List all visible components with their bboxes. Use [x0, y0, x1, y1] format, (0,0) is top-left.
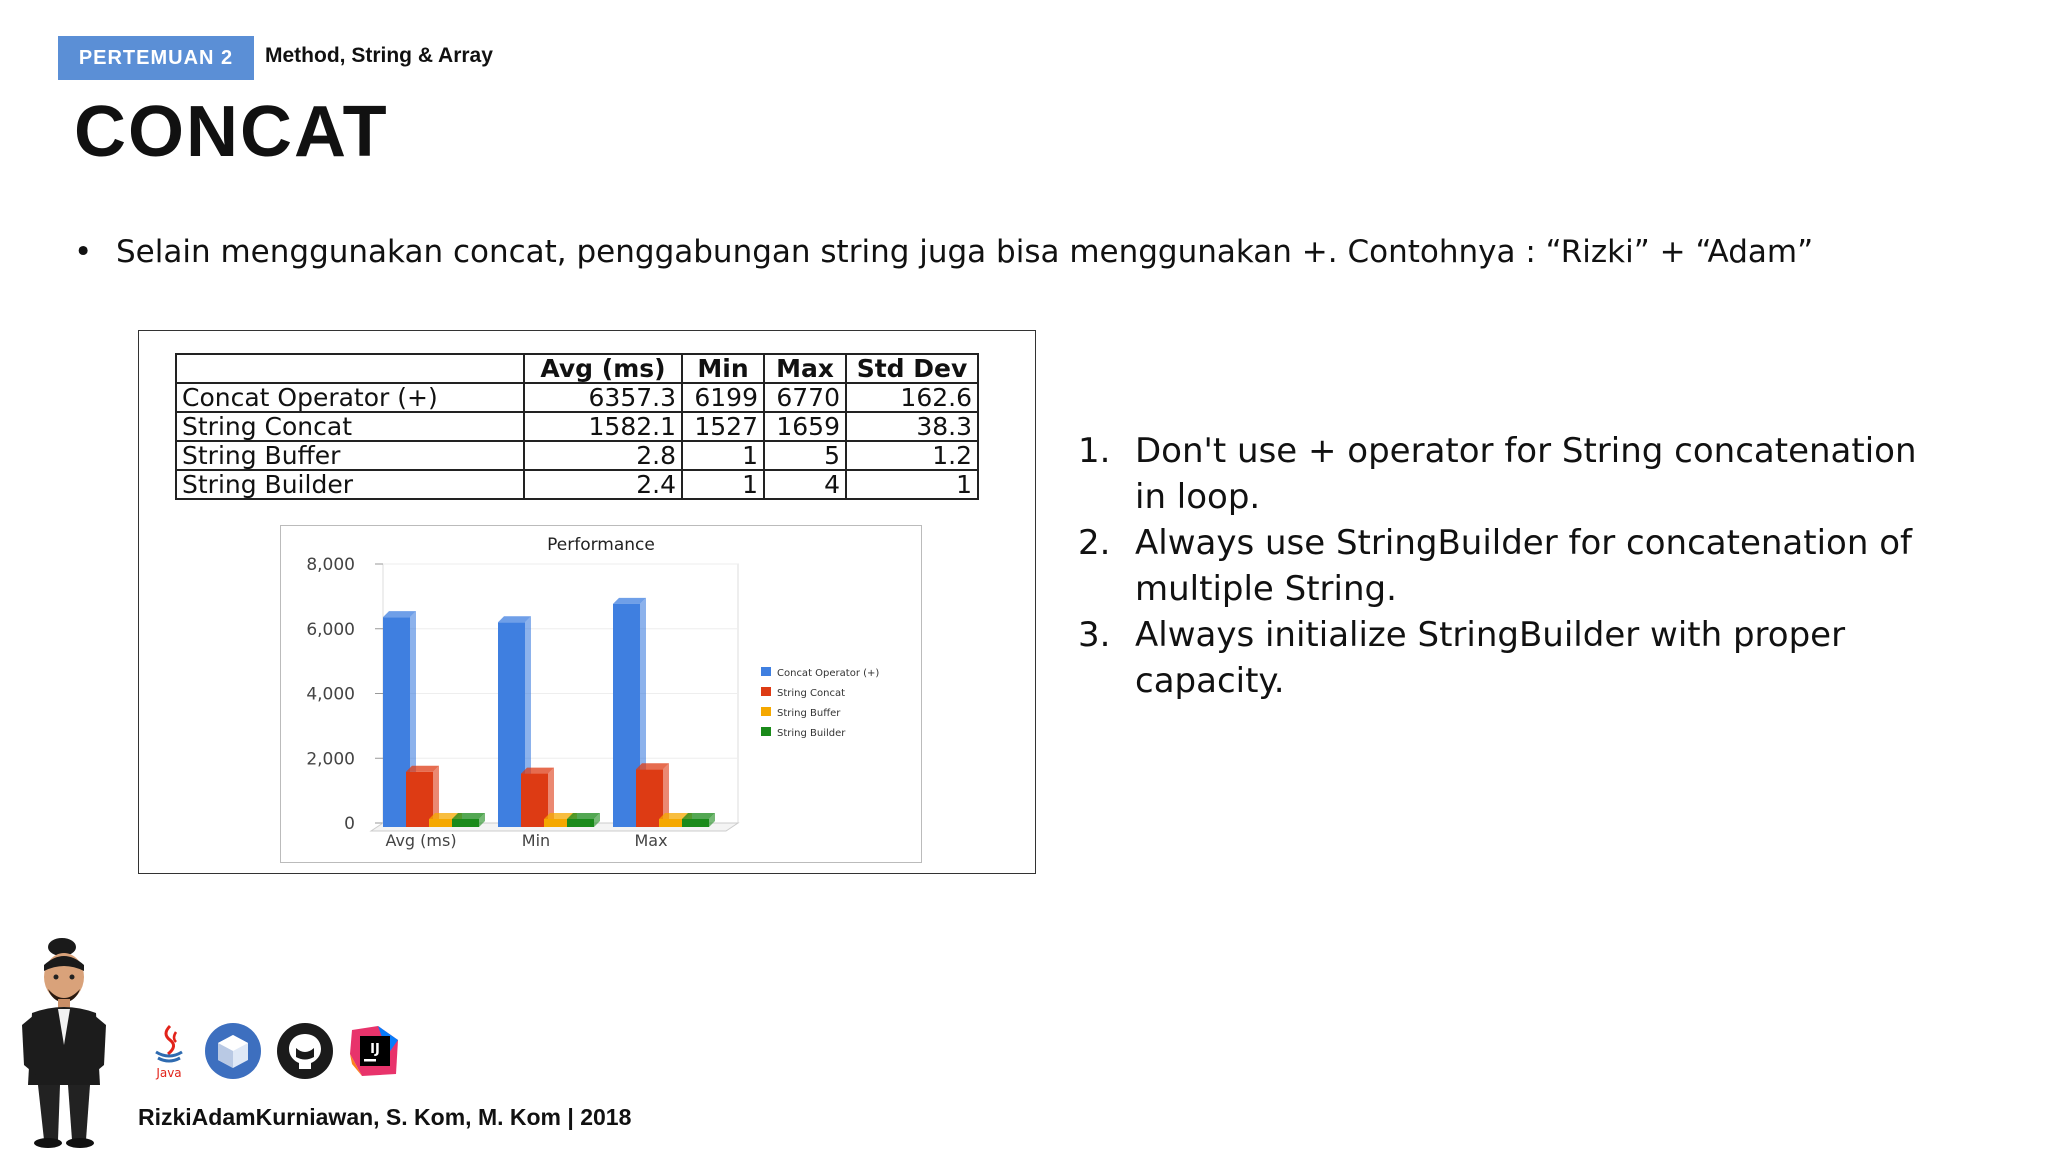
table-cell: Concat Operator (+)	[176, 383, 524, 412]
legend-label: Concat Operator (+)	[777, 668, 880, 679]
table-header-cell	[176, 354, 524, 383]
legend-swatch	[761, 687, 771, 696]
footer-credit: RizkiAdamKurniawan, S. Kom, M. Kom | 2018	[138, 1104, 632, 1130]
bar	[498, 622, 525, 827]
table-row	[176, 412, 978, 441]
list-number: 2.	[1078, 523, 1111, 563]
java-icon	[148, 1022, 190, 1080]
table-cell: 2.4	[524, 470, 682, 499]
legend-label: String Builder	[777, 728, 846, 739]
list-text: Don't use + operator for String concatenation in loop.	[1135, 431, 1917, 517]
table-cell: String Builder	[176, 470, 524, 499]
table-cell: 1659	[764, 412, 846, 441]
table-cell: 6199	[682, 383, 764, 412]
bar	[406, 772, 433, 827]
bar	[521, 774, 548, 827]
avatar	[14, 935, 114, 1150]
bar	[659, 819, 686, 827]
table-header-cell: Avg (ms)	[524, 354, 682, 383]
table-cell: String Buffer	[176, 441, 524, 470]
bar	[544, 819, 571, 827]
table-cell: 1.2	[846, 441, 978, 470]
table-header-cell: Std Dev	[846, 354, 978, 383]
chart-svg	[281, 526, 921, 862]
session-badge: PERTEMUAN 2	[58, 36, 254, 80]
x-tick-label: Avg (ms)	[385, 831, 457, 850]
intellij-icon	[348, 1024, 402, 1078]
table-cell: 5	[764, 441, 846, 470]
cube-icon	[204, 1022, 262, 1080]
list-item	[1078, 612, 1958, 704]
y-tick-label: 6,000	[306, 619, 355, 640]
tips-list	[1078, 428, 1958, 704]
legend-swatch	[761, 707, 771, 716]
legend-swatch	[761, 727, 771, 736]
table-cell: 4	[764, 470, 846, 499]
bullet-point	[74, 234, 1813, 270]
java-label: Java	[156, 1066, 182, 1080]
x-tick-label: Min	[521, 831, 551, 850]
table-cell: String Concat	[176, 412, 524, 441]
benchmark-table	[175, 353, 979, 500]
bar	[567, 819, 594, 827]
bar	[613, 604, 640, 827]
bar	[383, 617, 410, 827]
list-text: Always use StringBuilder for concatenation of multiple String.	[1135, 523, 1912, 609]
topic-subtitle: Method, String & Array	[265, 44, 493, 67]
table-cell: 38.3	[846, 412, 978, 441]
benchmark-figure	[138, 330, 1036, 874]
table-row	[176, 441, 978, 470]
table-cell: 6357.3	[524, 383, 682, 412]
y-tick-label: 0	[344, 814, 355, 834]
page-title: CONCAT	[74, 92, 389, 172]
y-tick-label: 2,000	[306, 749, 355, 770]
bar	[682, 819, 709, 827]
x-tick-label: Max	[634, 831, 668, 850]
table-cell: 6770	[764, 383, 846, 412]
list-number: 1.	[1078, 431, 1111, 471]
table-header-cell: Min	[682, 354, 764, 383]
table-cell: 1	[682, 441, 764, 470]
table-cell: 2.8	[524, 441, 682, 470]
tool-icons	[148, 1022, 402, 1080]
bar	[452, 819, 479, 827]
bar	[636, 769, 663, 827]
chart-title: Performance	[547, 535, 655, 555]
bullet-dot-icon: •	[74, 234, 93, 270]
list-number: 3.	[1078, 615, 1111, 655]
table-cell: 1582.1	[524, 412, 682, 441]
table-row	[176, 383, 978, 412]
legend-label: String Concat	[777, 688, 846, 699]
performance-chart	[280, 525, 922, 863]
table-cell: 1527	[682, 412, 764, 441]
bullet-text: Selain menggunakan concat, penggabungan string juga bisa menggunakan +. Contohnya : “Rizki” + “Adam”	[116, 234, 1814, 270]
table-header-cell: Max	[764, 354, 846, 383]
list-text: Always initialize StringBuilder with proper capacity.	[1135, 615, 1846, 701]
table-cell: 1	[846, 470, 978, 499]
legend-label: String Buffer	[777, 708, 841, 719]
list-item	[1078, 428, 1958, 520]
table-cell: 1	[682, 470, 764, 499]
intellij-label: IJ	[370, 1042, 380, 1057]
table-cell: 162.6	[846, 383, 978, 412]
legend-swatch	[761, 667, 771, 676]
github-icon	[276, 1022, 334, 1080]
table-header-row	[176, 354, 978, 383]
y-tick-label: 8,000	[306, 555, 355, 575]
table-row	[176, 470, 978, 499]
y-tick-label: 4,000	[306, 684, 355, 705]
bar	[429, 819, 456, 827]
list-item	[1078, 520, 1958, 612]
